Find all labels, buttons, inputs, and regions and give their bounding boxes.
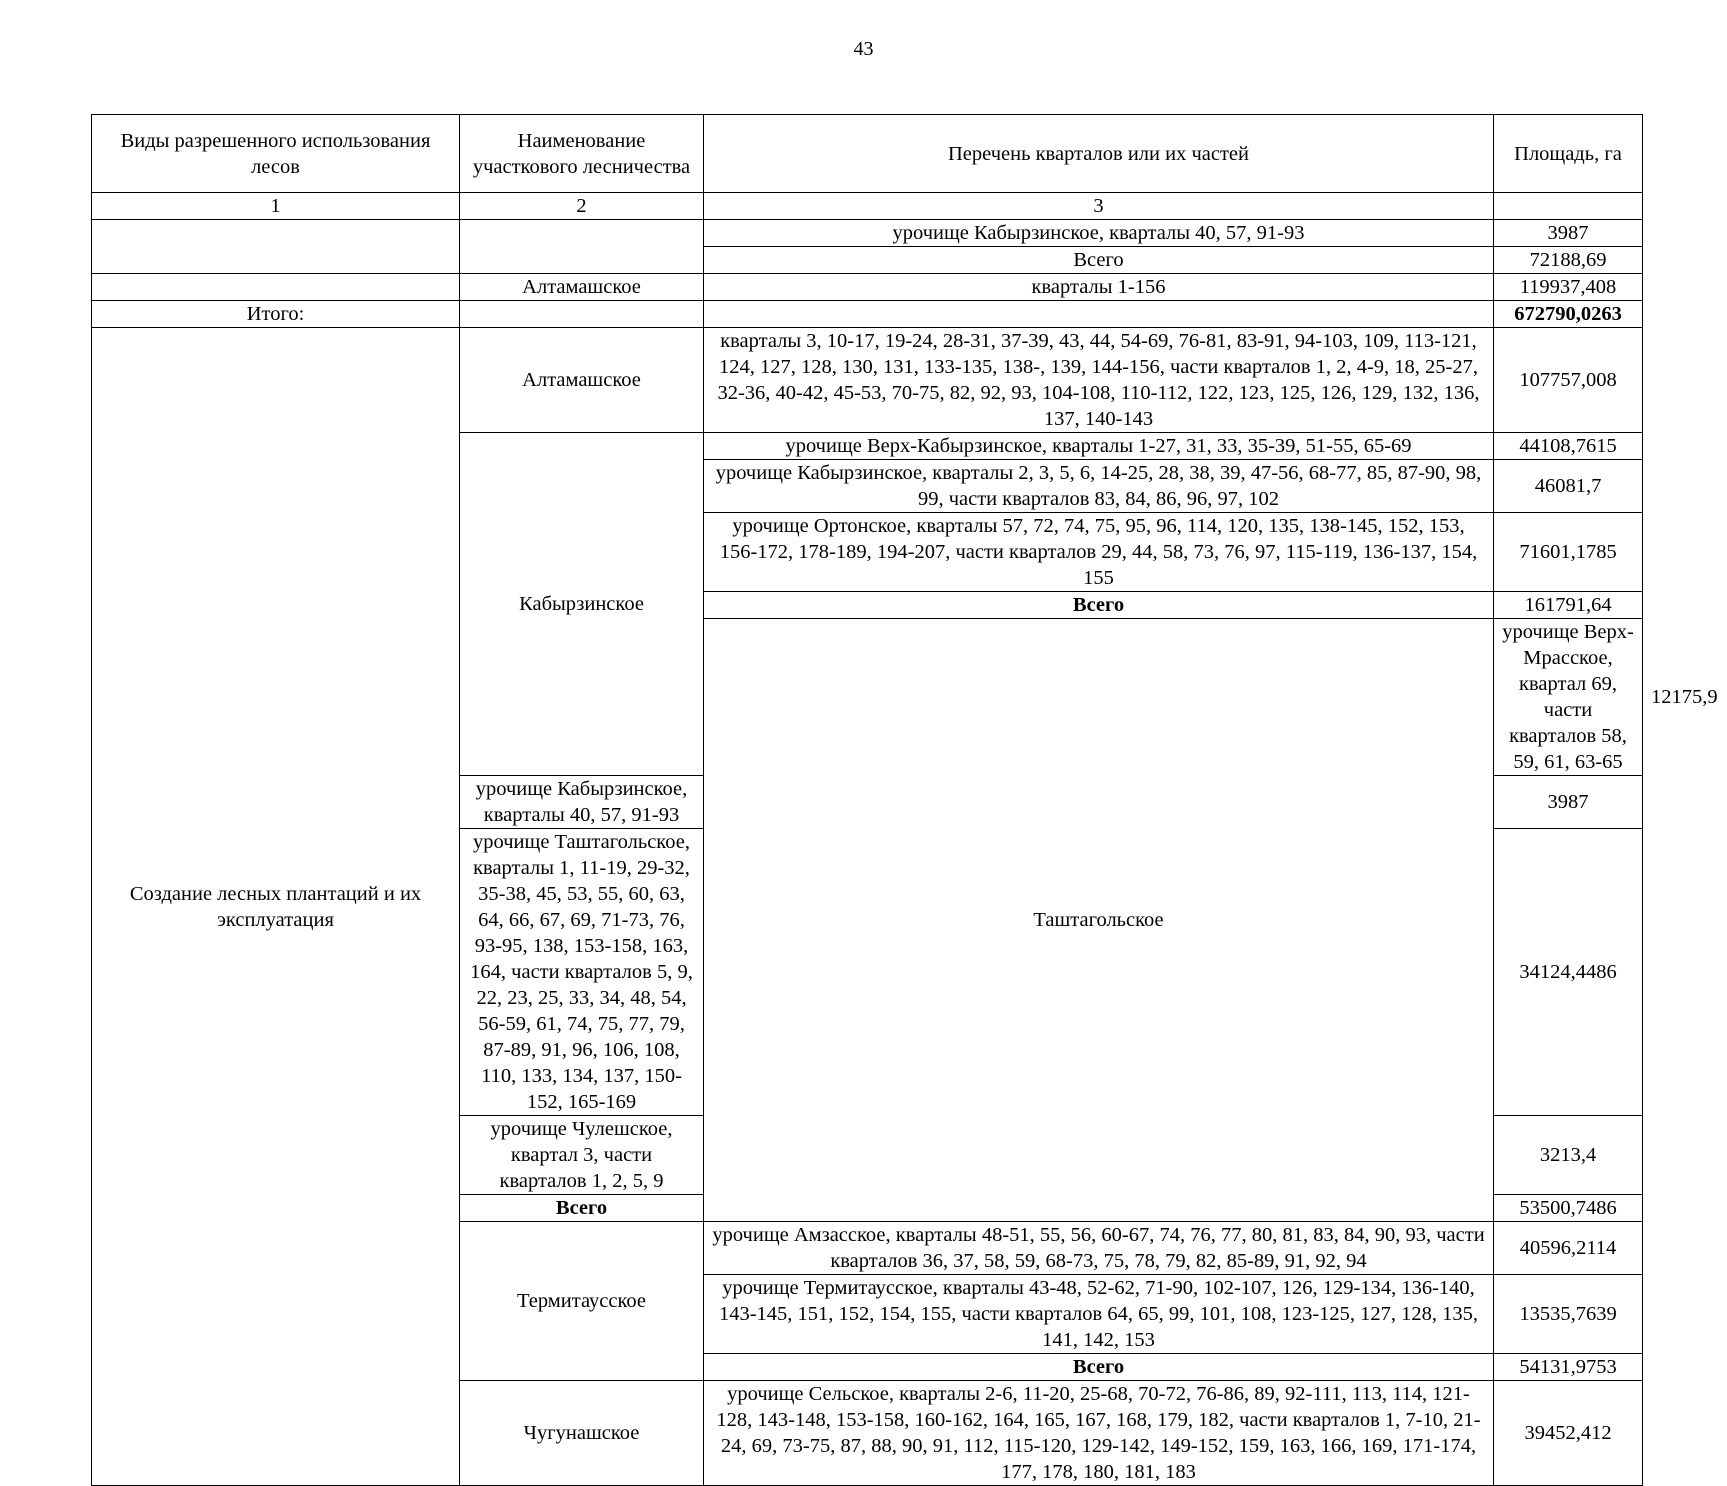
quarters-cell: кварталы 3, 10-17, 19-24, 28-31, 37-39, 43, 44, 54-69, 76-81, 83-91, 94-103, 109, 113-121, 124, 127, 128, 130, 131, 133-135, 138-, 139, 144-156, части кварталов 1, 2, 4-9, 18, 25-27, 32-36, 40-42, 45-53, 70-75, 82, 92, 93, 104-108, 110-112, 122, 123, 125, 126, 129, 132, 136, 137, 140-143 bbox=[704, 328, 1494, 433]
column-number: 1 bbox=[92, 193, 460, 220]
header-use-type: Виды разрешенного использования лесов bbox=[92, 115, 460, 193]
column-number: 2 bbox=[460, 193, 704, 220]
quarters-cell: урочище Кабырзинское, кварталы 2, 3, 5, 6, 14-25, 28, 38, 39, 47-56, 68-77, 85, 87-90, 98, 99, части кварталов 83, 84, 86, 96, 97, 102 bbox=[704, 460, 1494, 513]
table-row bbox=[92, 220, 1643, 247]
use-type-cell-empty bbox=[92, 274, 460, 301]
use-type-cell-empty bbox=[92, 220, 460, 274]
quarters-cell: урочище Кабырзинское, кварталы 40, 57, 91-93 bbox=[704, 220, 1494, 247]
subtotal-area: 53500,7486 bbox=[1494, 1195, 1643, 1222]
subtotal-label: Всего bbox=[704, 1354, 1494, 1381]
column-number: 3 bbox=[704, 193, 1494, 220]
area-cell: 3213,4 bbox=[1494, 1116, 1643, 1195]
forestry-name: Таштагольское bbox=[704, 619, 1494, 1222]
area-cell: 13535,7639 bbox=[1494, 1275, 1643, 1354]
quarters-cell: урочище Чулешское, квартал 3, части кварталов 1, 2, 5, 9 bbox=[460, 1116, 704, 1195]
subtotal-label: Всего bbox=[460, 1195, 704, 1222]
table-row: Таштагольское урочище Верх-Мрасское, квартал 69, части кварталов 58, 59, 61, 63-65 12175,9 bbox=[92, 619, 1643, 776]
area-cell: 72188,69 bbox=[1494, 247, 1643, 274]
forestry-name: Алтамашское bbox=[460, 274, 704, 301]
header-quarters: Перечень кварталов или их частей bbox=[704, 115, 1494, 193]
page-number: 43 bbox=[853, 38, 874, 60]
area-cell: 3987 bbox=[1494, 220, 1643, 247]
forestry-name: Кабырзинское bbox=[460, 433, 704, 776]
table-header-row bbox=[92, 115, 1643, 193]
column-number-row bbox=[92, 193, 1643, 220]
area-cell: 107757,008 bbox=[1494, 328, 1643, 433]
forestry-name: Чугунашское bbox=[460, 1381, 704, 1486]
quarters-cell: урочище Термитаусское, кварталы 43-48, 52-62, 71-90, 102-107, 126, 129-134, 136-140, 143-145, 151, 152, 154, 155, части кварталов 64, 65, 99, 101, 108, 123-125, 127, 128, 135, 141, 142, 153 bbox=[704, 1275, 1494, 1354]
quarters-cell: кварталы 1-156 bbox=[704, 274, 1494, 301]
subtotal-area: 54131,9753 bbox=[1494, 1354, 1643, 1381]
forestry-cell-empty bbox=[460, 301, 704, 328]
area-cell: 40596,2114 bbox=[1494, 1222, 1643, 1275]
forestry-name: Алтамашское bbox=[460, 328, 704, 433]
area-cell: 119937,408 bbox=[1494, 274, 1643, 301]
area-cell: 44108,7615 bbox=[1494, 433, 1643, 460]
quarters-cell: урочище Сельское, кварталы 2-6, 11-20, 25-68, 70-72, 76-86, 89, 92-111, 113, 114, 121-128, 143-148, 153-158, 160-162, 164, 165, 167, 168, 179, 182, части кварталов 1, 7-10, 21-24, 69, 73-75, 87, 88, 90, 91, 112, 115-120, 129-142, 149-152, 159, 163, 166, 169, 171-174, 177, 178, 180, 181, 183 bbox=[704, 1381, 1494, 1486]
area-cell: 71601,1785 bbox=[1494, 513, 1643, 592]
quarters-cell: урочище Ортонское, кварталы 57, 72, 74, 75, 95, 96, 114, 120, 135, 138-145, 152, 153, 156-172, 178-189, 194-207, части кварталов 29, 44, 58, 73, 76, 97, 115-119, 136-137, 154, 155 bbox=[704, 513, 1494, 592]
forestry-name: Термитаусское bbox=[460, 1222, 704, 1381]
quarters-cell: урочище Амзасское, кварталы 48-51, 55, 56, 60-67, 74, 76, 77, 80, 81, 83, 84, 90, 93, части кварталов 36, 37, 58, 59, 68-73, 75, 78, 79, 82, 85-89, 91, 92, 94 bbox=[704, 1222, 1494, 1275]
forestry-cell-empty bbox=[460, 220, 704, 274]
table-row bbox=[92, 274, 1643, 301]
forest-use-table bbox=[91, 114, 1718, 1486]
use-type-cell: Создание лесных плантаций и их эксплуатация bbox=[92, 328, 460, 1486]
quarters-cell: урочище Верх-Мрасское, квартал 69, части кварталов 58, 59, 61, 63-65 bbox=[1494, 619, 1643, 776]
grand-total-label: Итого: bbox=[92, 301, 460, 328]
grand-total-row bbox=[92, 301, 1643, 328]
area-cell: 46081,7 bbox=[1494, 460, 1643, 513]
area-cell: 39452,412 bbox=[1494, 1381, 1643, 1486]
subtotal-area: 161791,64 bbox=[1494, 592, 1643, 619]
column-number bbox=[1494, 193, 1643, 220]
header-forestry: Наименование участкового лесничества bbox=[460, 115, 704, 193]
table-row bbox=[92, 328, 1643, 433]
quarters-cell: Всего bbox=[704, 247, 1494, 274]
quarters-cell: урочище Верх-Кабырзинское, кварталы 1-27, 31, 33, 35-39, 51-55, 65-69 bbox=[704, 433, 1494, 460]
subtotal-label: Всего bbox=[704, 592, 1494, 619]
quarters-cell: урочище Кабырзинское, кварталы 40, 57, 91-93 bbox=[460, 776, 704, 829]
area-cell: 3987 bbox=[1494, 776, 1643, 829]
header-area: Площадь, га bbox=[1494, 115, 1643, 193]
quarters-cell: урочище Таштагольское, кварталы 1, 11-19, 29-32, 35-38, 45, 53, 55, 60, 63, 64, 66, 67, 69, 71-73, 76, 93-95, 138, 153-158, 163, 164, части кварталов 5, 9, 22, 23, 25, 33, 34, 48, 54, 56-59, 61, 74, 75, 77, 79, 87-89, 91, 96, 106, 108, 110, 133, 134, 137, 150-152, 165-169 bbox=[460, 829, 704, 1116]
area-cell: 34124,4486 bbox=[1494, 829, 1643, 1116]
grand-total-area: 672790,0263 bbox=[1494, 301, 1643, 328]
quarters-cell-empty bbox=[704, 301, 1494, 328]
